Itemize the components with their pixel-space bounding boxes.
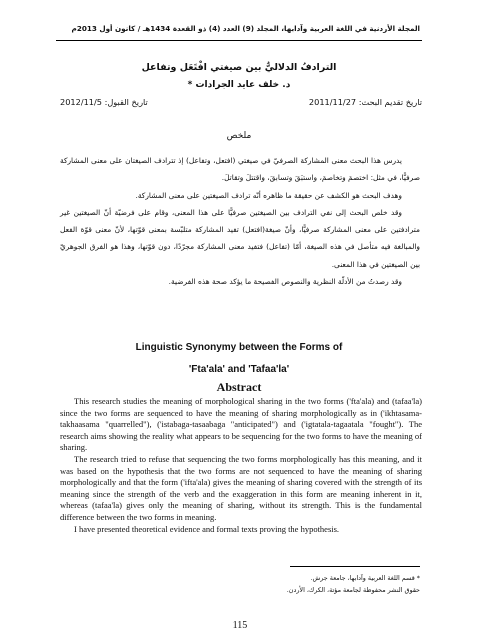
english-abstract-paragraph: I have presented theoretical evidence and formal texts proving the hypothesis.	[74, 523, 340, 534]
page-number: 115	[232, 620, 248, 631]
acceptance-date: تاريخ القبول: 2012/11/5	[60, 97, 148, 107]
footnote: حقوق النشر محفوظة لجامعة مؤتة، الكرك، الأردن.	[286, 586, 420, 594]
submission-date: تاريخ تقديم البحث: 2011/11/27	[308, 97, 422, 107]
footnote: * قسم اللغة العربية وآدابها، جامعة جرش.	[310, 574, 420, 582]
english-abstract-heading: Abstract	[216, 380, 262, 394]
journal-header: المجلة الأردنية في اللغة العربية وآدابها، المجلد (9) العدد (4) ذو القعدة 1434هـ / كانون أول 2013م	[71, 24, 420, 33]
dates-line	[60, 97, 422, 111]
arabic-author: د. خلف عايد الجرادات *	[187, 80, 291, 90]
english-abstract	[60, 396, 422, 535]
english-title-line: Linguistic Synonymy between the Forms of	[135, 342, 343, 353]
english-title	[58, 341, 420, 376]
arabic-abstract-heading: ملخص	[226, 131, 252, 141]
footnotes	[58, 572, 420, 596]
english-title-line: 'Fta'ala' and 'Tafaa'la'	[188, 364, 290, 375]
footnote-divider	[290, 566, 420, 567]
english-abstract-paragraph: This research studies the meaning of morphological sharing in the two forms ('fta'ala) and (tafaa'la) since the two forms are sequenced to have the meaning of sharing morphologically as in ('ikhtasama-takhaasama "quarrelled"), ('istabaga-tasaabaga "anticipated") and ('igtatala-tagaatala "fought"). The research aims showing the reality what appears to be sequencing for the two forms to have the meaning of sharing.	[60, 396, 422, 453]
arabic-title: الترادفُ الدلاليُّ بين صيغتي افْتَعَل وتفاعل	[141, 62, 337, 73]
arabic-abstract-paragraph: وهدف البحث هو الكشف عن حقيقة ما ظاهره أنّه ترادف الصيغتين على معنى المشاركة.	[135, 190, 402, 200]
header-divider	[56, 40, 422, 41]
english-abstract-paragraph: The research tried to refuse that sequencing the two forms morphologically has this meaning, and it was based on the hypothesis that the two forms are not sequenced to have the meaning of sharing morphologically and that the form ('ifta'ala) gives the meaning of sharing covered with the strength of its meaning since the strength of the verb and the exaggeration in this form are meaning inherent in it, whereas (tafaa'la) gives only the meaning of sharing, without its strength. This is the fundamental difference between the two forms in meaning.	[60, 453, 422, 522]
arabic-abstract	[60, 152, 420, 290]
arabic-abstract-paragraph: وقد خلص البحث إلى نفي الترادف بين الصيغتين صرفيًّا على هذا المعنى، وقام على فرضيّة أنّ الصيغتين غير مترادفتين على معنى المشاركة صرفيًّا، وأنّ صيغة(افتعل) تفيد المشاركة متلبّسة بمعنى قوّتها، لأنّ معنى قوّة الفعل والمبالغة فيه متأصل في هذه الصيغة، أمّا (تفاعل) فتفيد معنى المشاركة مجرّدًا، دون قوّتها، وهذا هو الفرق الجوهريّ بين الصيغتين في هذا المعنى.	[60, 207, 420, 269]
arabic-abstract-paragraph: يدرس هذا البحث معنى المشاركة الصرفيّ في صيغتي (افتعل، وتفاعل) إذ تترادف الصيغتان على معنى المشاركة صرفيًّا، في مثل: اختصمَ وتخاصمَ، واستبَقَ وتسابقَ، واقتتلَ وتقاتلَ.	[60, 156, 420, 183]
arabic-abstract-paragraph: وقد رصدتُ من الأدلّة النظرية والنصوص الفصيحة ما يؤكد صحة هذه الفرضية.	[168, 277, 402, 287]
